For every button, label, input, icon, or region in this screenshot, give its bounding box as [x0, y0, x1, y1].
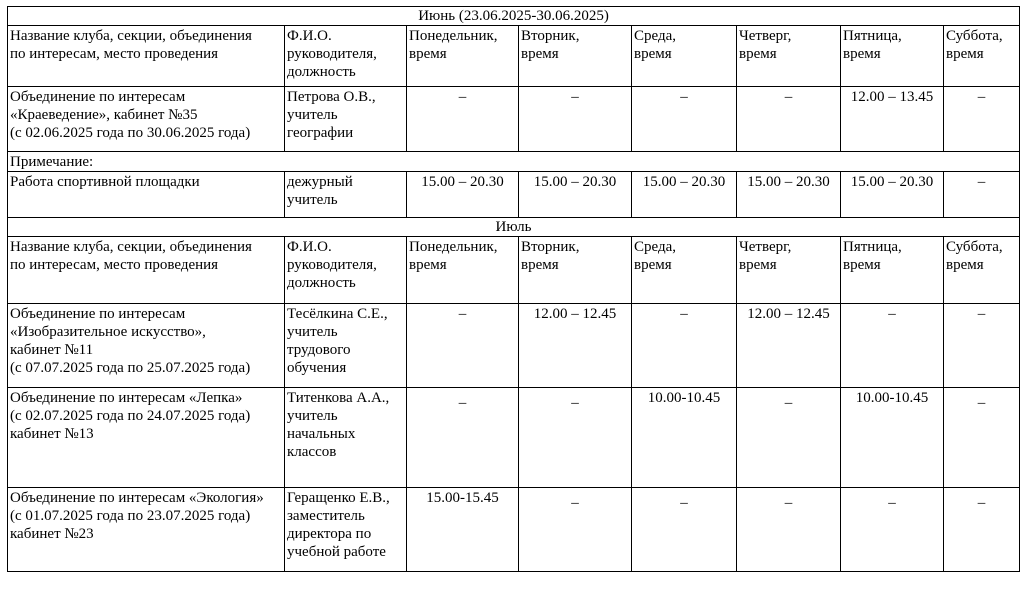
july-title: Июль: [8, 218, 1020, 237]
sport-thursday: 15.00 – 20.30: [737, 172, 841, 218]
schedule-table: [7, 6, 1020, 572]
time-saturday: –: [944, 87, 1020, 152]
time-tuesday: _: [519, 388, 632, 488]
header-tuesday: Вторник, время: [519, 237, 632, 304]
header-leader: Ф.И.О. руководителя, должность: [285, 237, 407, 304]
leader-name: Геращенко Е.В., заместитель директора по учебной работе: [285, 488, 407, 572]
header-wednesday: Среда, время: [632, 237, 737, 304]
note-label: Примечание:: [8, 152, 1020, 172]
time-friday: _: [841, 488, 944, 572]
time-saturday: _: [944, 488, 1020, 572]
club-name: Объединение по интересам «Изобразительное искусство», кабинет №11 (с 07.07.2025 года по 25.07.2025 года): [8, 304, 285, 388]
header-friday: Пятница, время: [841, 237, 944, 304]
sport-tuesday: 15.00 – 20.30: [519, 172, 632, 218]
table-row: [8, 87, 1020, 152]
time-tuesday: 12.00 – 12.45: [519, 304, 632, 388]
leader-name: Титенкова А.А., учитель начальных классов: [285, 388, 407, 488]
time-thursday: 12.00 – 12.45: [737, 304, 841, 388]
time-thursday: –: [737, 87, 841, 152]
sport-name: Работа спортивной площадки: [8, 172, 285, 218]
header-thursday: Четверг, время: [737, 26, 841, 87]
header-saturday: Суббота, время: [944, 237, 1020, 304]
table-row: [8, 488, 1020, 572]
june-title: Июнь (23.06.2025-30.06.2025): [8, 7, 1020, 26]
header-club: Название клуба, секции, объединения по интересам, место проведения: [8, 237, 285, 304]
time-monday: 15.00-15.45: [407, 488, 519, 572]
time-wednesday: –: [632, 87, 737, 152]
club-name: Объединение по интересам «Экология» (с 01.07.2025 года по 23.07.2025 года) кабинет №23: [8, 488, 285, 572]
time-saturday: –: [944, 304, 1020, 388]
header-friday: Пятница, время: [841, 26, 944, 87]
table-row: [8, 172, 1020, 218]
leader-name: Тесёлкина С.Е., учитель трудового обучения: [285, 304, 407, 388]
time-thursday: _: [737, 388, 841, 488]
sport-friday: 15.00 – 20.30: [841, 172, 944, 218]
sport-leader: дежурный учитель: [285, 172, 407, 218]
header-tuesday: Вторник, время: [519, 26, 632, 87]
header-wednesday: Среда, время: [632, 26, 737, 87]
header-saturday: Суббота, время: [944, 26, 1020, 87]
june-header-row: [8, 26, 1020, 87]
time-monday: _: [407, 388, 519, 488]
time-tuesday: _: [519, 488, 632, 572]
sport-wednesday: 15.00 – 20.30: [632, 172, 737, 218]
leader-name: Петрова О.В., учитель географии: [285, 87, 407, 152]
table-row: [8, 304, 1020, 388]
time-saturday: _: [944, 388, 1020, 488]
header-monday: Понедельник, время: [407, 237, 519, 304]
table-row: [8, 388, 1020, 488]
time-friday: 10.00-10.45: [841, 388, 944, 488]
header-leader: Ф.И.О. руководителя, должность: [285, 26, 407, 87]
july-header-row: [8, 237, 1020, 304]
time-wednesday: _: [632, 488, 737, 572]
sport-monday: 15.00 – 20.30: [407, 172, 519, 218]
time-friday: 12.00 – 13.45: [841, 87, 944, 152]
time-monday: –: [407, 304, 519, 388]
header-club: Название клуба, секции, объединения по интересам, место проведения: [8, 26, 285, 87]
time-monday: –: [407, 87, 519, 152]
time-friday: –: [841, 304, 944, 388]
club-name: Объединение по интересам «Краеведение», кабинет №35 (с 02.06.2025 года по 30.06.2025 года): [8, 87, 285, 152]
time-wednesday: –: [632, 304, 737, 388]
time-thursday: _: [737, 488, 841, 572]
header-thursday: Четверг, время: [737, 237, 841, 304]
time-wednesday: 10.00-10.45: [632, 388, 737, 488]
sport-saturday: –: [944, 172, 1020, 218]
header-monday: Понедельник, время: [407, 26, 519, 87]
club-name: Объединение по интересам «Лепка» (с 02.07.2025 года по 24.07.2025 года) кабинет №13: [8, 388, 285, 488]
time-tuesday: –: [519, 87, 632, 152]
